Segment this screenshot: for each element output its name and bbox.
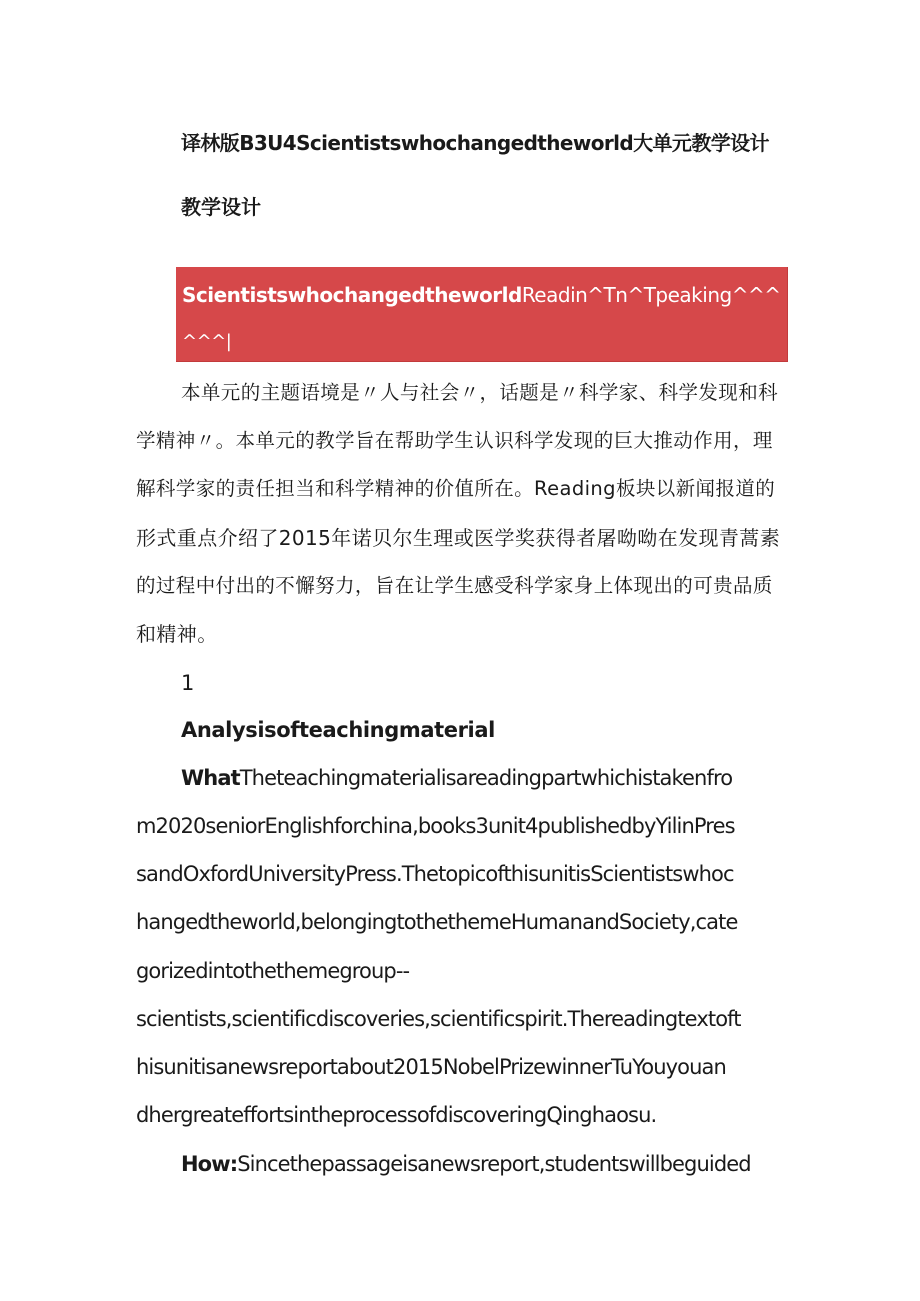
what-line-3: sandOxfordUniversityPress.ThetopicofthisunitisScientistswhoc [136,862,734,886]
what-line-1 [181,763,732,793]
what-line-7: hisunitisanewsreportabout2015NobelPrizewinnerTuYouyouan [136,1055,726,1079]
what-line-2: m2020seniorEnglishforchina,books3unit4publishedbyYilinPres [136,814,735,838]
how-label: How: [181,1152,238,1176]
what-line-5: gorizedintothethemegroup-- [136,959,410,983]
intro-line-5: 的过程中付出的不懈努力，旨在让学生感受科学家身上体现出的可贵品质 [136,574,773,597]
intro-line-1: 本单元的主题语境是〃人与社会〃，话题是〃科学家、科学发现和科 [181,381,779,404]
document-title: 译林版B3U4Scientistswhochangedtheworld大单元教学设计 [181,131,769,155]
what-line-6: scientists,scientificdiscoveries,scientificspirit.Thereadingtextoft [136,1007,741,1031]
how-line [181,1149,751,1179]
what-line-8: dhergreateffortsintheprocessofdiscoveringQinghaosu. [136,1103,657,1127]
section-number: 1 [181,671,195,695]
intro-line-4: 形式重点介绍了2015年诺贝尔生理或医学奖获得者屠呦呦在发现青蒿素 [136,526,781,550]
what-label: What [181,766,240,790]
intro-line-2: 学精神〃。本单元的教学旨在帮助学生认识科学发现的巨大推动作用，理 [136,429,773,452]
banner-line-1 [182,283,780,307]
banner-rest-text: Readin^Tn^Tpeaking^^^ [521,283,781,307]
what-text-1: Theteachingmaterialisareadingpartwhichistakenfro [239,766,733,790]
banner-bold-text: Scientistswhochangedtheworld [182,283,522,307]
intro-line-3: 解科学家的责任担当和科学精神的价值所在。Reading板块以新闻报道的 [136,477,776,500]
how-text: Sincethepassageisanewsreport,studentswillbeguided [237,1152,751,1176]
highlighted-banner [176,267,788,362]
document-subtitle: 教学设计 [181,195,261,219]
section-heading: Analysisofteachingmaterial [181,718,495,742]
intro-line-6: 和精神。 [136,622,218,646]
what-line-4: hangedtheworld,belongingtothethemeHumanandSociety,cate [136,910,738,934]
banner-line-2: ^^^| [182,331,232,352]
